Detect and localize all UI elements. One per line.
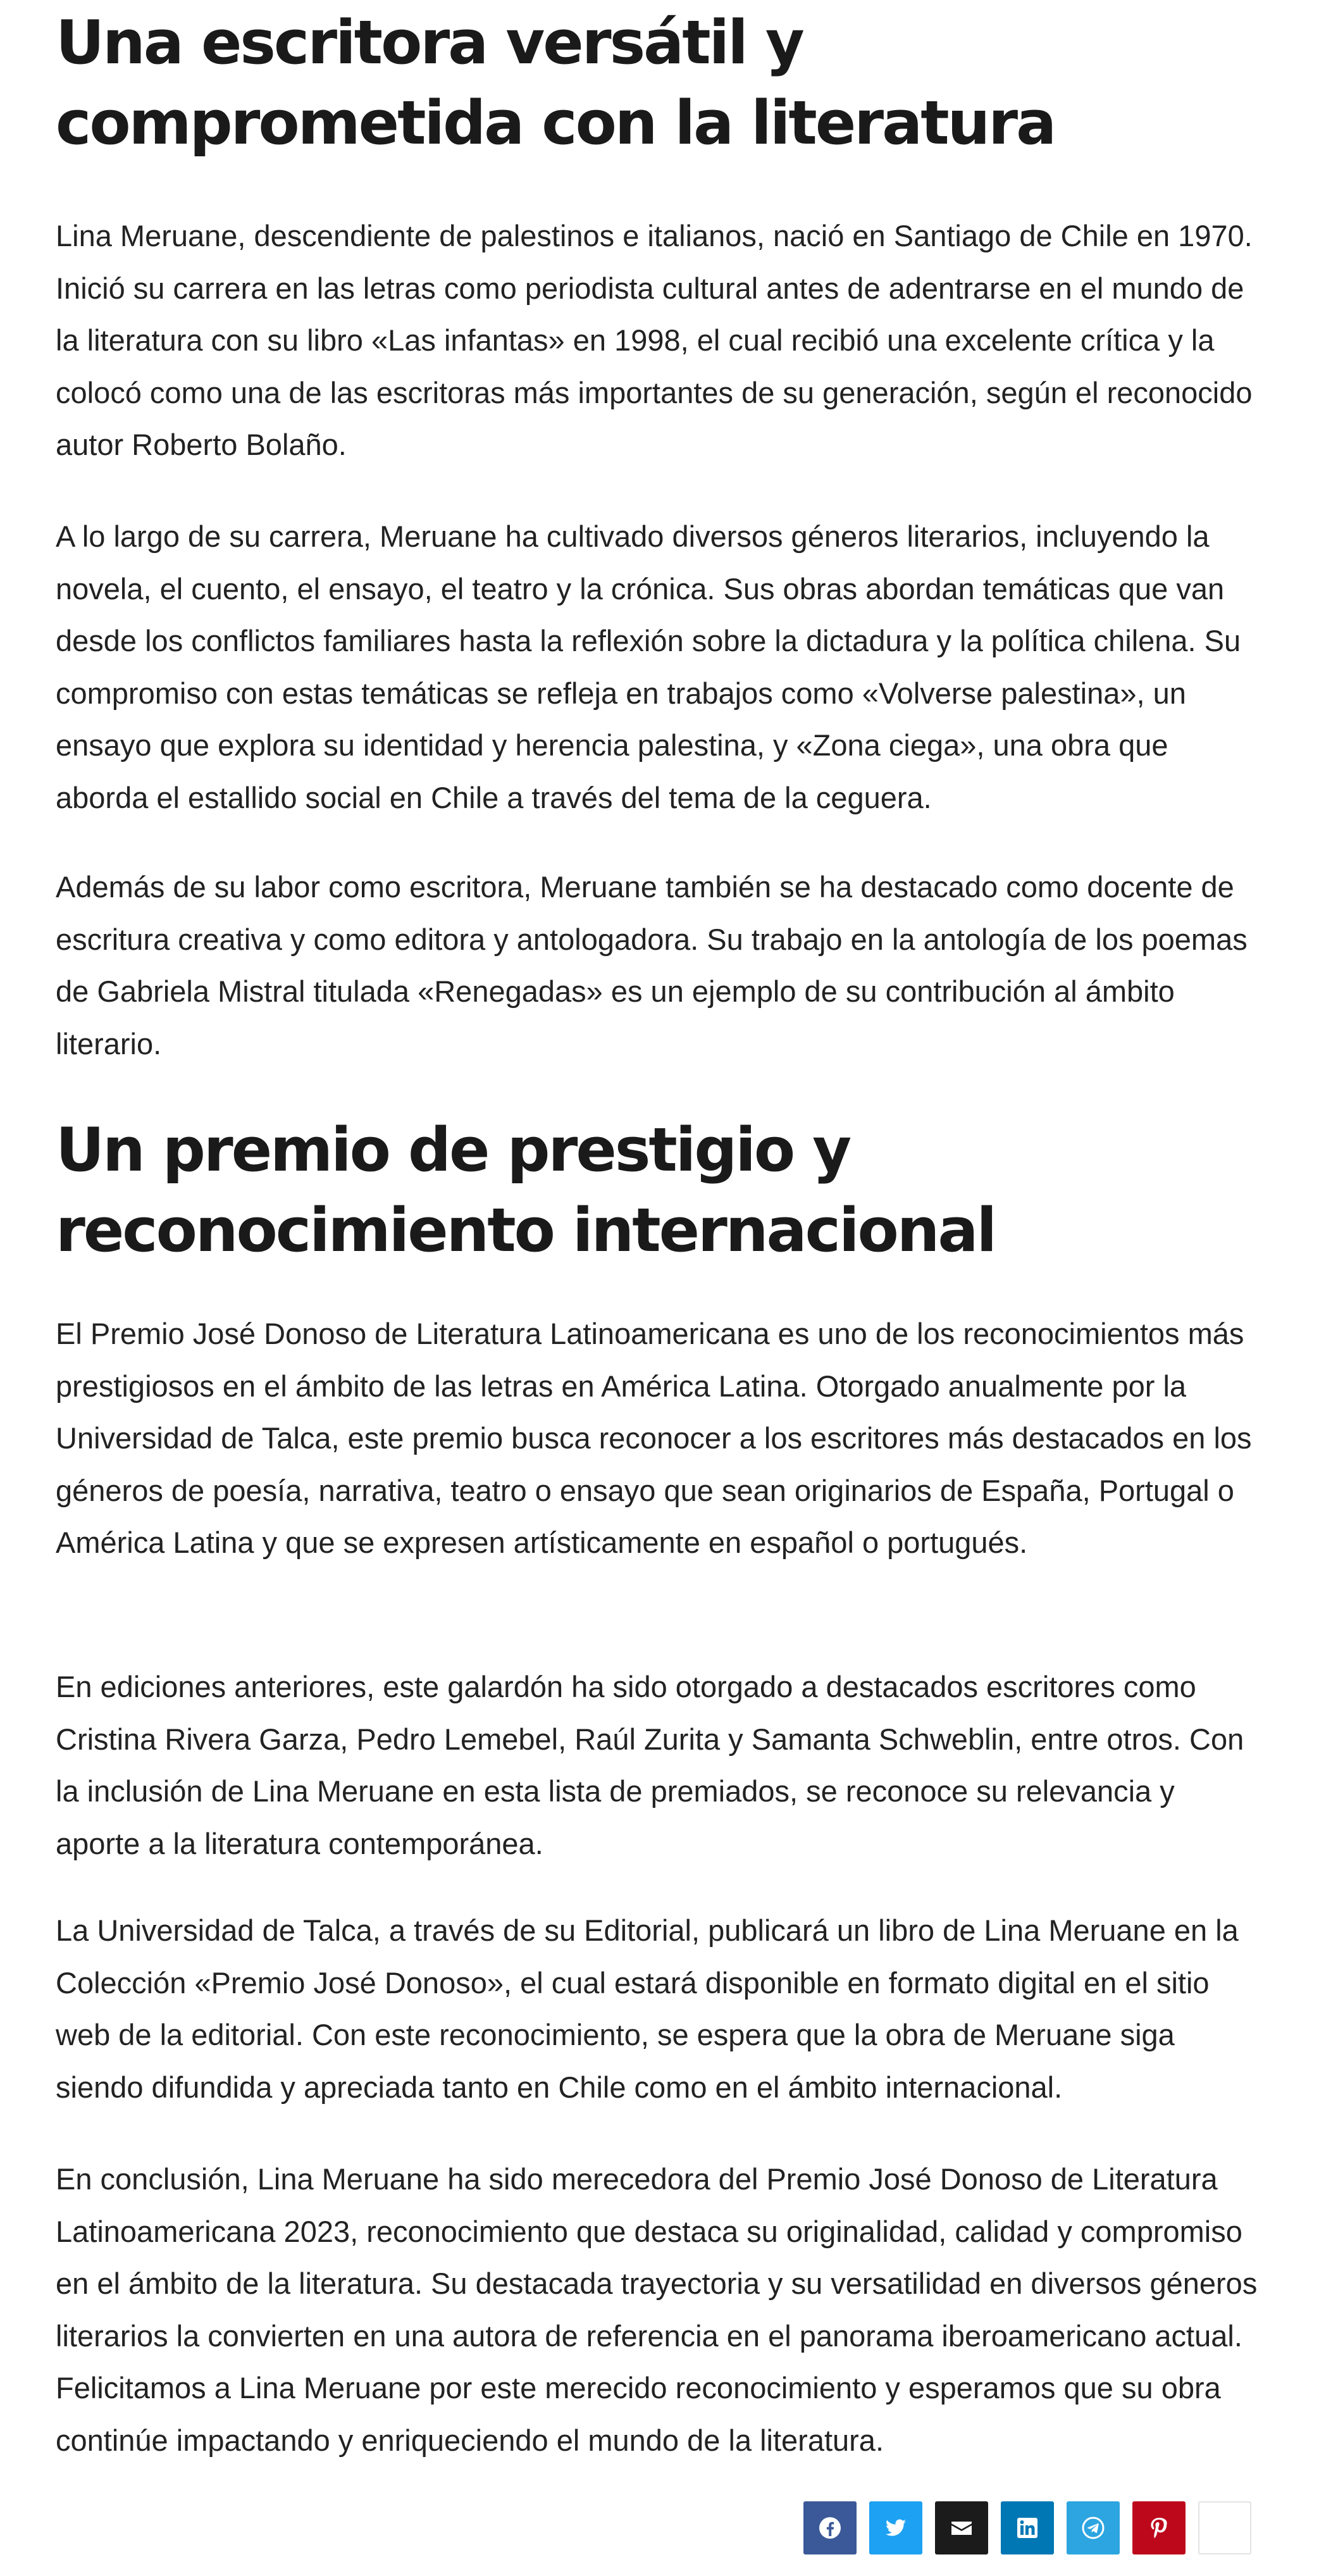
twitter-share-button[interactable]: [869, 2501, 922, 2554]
pinterest-icon: [1146, 2515, 1172, 2541]
section-heading: Una escritora versátil y comprometida con la literatura: [56, 8, 1055, 158]
email-share-button[interactable]: [935, 2501, 988, 2554]
twitter-icon: [883, 2515, 908, 2541]
share-bar: [803, 2501, 1251, 2554]
paragraph: Además de su labor como escritora, Meruane también se ha destacado como docente de escritura creativa y como editora y antologadora. Su trabajo en la antología de los poemas de Gabriela Mistral titulada «Renegadas» es un ejemplo de su contribución al ámbito literario.: [56, 870, 1248, 1061]
telegram-share-button[interactable]: [1067, 2501, 1120, 2554]
pinterest-share-button[interactable]: [1132, 2501, 1186, 2554]
paragraph: El Premio José Donoso de Literatura Latinoamericana es uno de los reconocimientos más prestigiosos en el ámbito de las letras en América Latina. Otorgado anualmente por la Universidad de Talca, este premio busca reconocer a los escritores más destacados en los géneros de poesía, narrativa, teatro o ensayo que sean originarios de España, Portugal o América Latina y que se expresen artísticamente en español o portugués.: [56, 1317, 1252, 1559]
paragraph: La Universidad de Talca, a través de su Editorial, publicará un libro de Lina Meruane en la Colección «Premio José Donoso», el cual estará disponible en formato digital en el sitio web de la editorial. Con este reconocimiento, se espera que la obra de Meruane siga siendo difundida y apreciada tanto en Chile como en el ámbito internacional.: [56, 1913, 1239, 2104]
facebook-icon: [817, 2515, 843, 2541]
linkedin-share-button[interactable]: [1001, 2501, 1054, 2554]
telegram-icon: [1081, 2515, 1106, 2541]
paragraph: En conclusión, Lina Meruane ha sido merecedora del Premio José Donoso de Literatura Latinoamericana 2023, reconocimiento que destaca su originalidad, calidad y compromiso en el ámbito de la literatura. Su destacada trayectoria y su versatilidad en diversos géneros literarios la convierten en una autora de referencia en el panorama iberoamericano actual. Felicitamos a Lina Meruane por este merecido reconocimiento y esperamos que su obra continúe impactando y enriqueciendo el mundo de la literatura.: [56, 2162, 1258, 2457]
section-heading: Un premio de prestigio y reconocimiento internacional: [56, 1116, 996, 1266]
paragraph: Lina Meruane, descendiente de palestinos e italianos, nació en Santiago de Chile en 1970. Inició su carrera en las letras como periodista cultural antes de adentrarse en el mundo de la literatura con su libro «Las infantas» en 1998, el cual recibió una excelente crítica y la colocó como una de las escritoras más importantes de su generación, según el reconocido autor Roberto Bolaño.: [56, 219, 1253, 461]
paragraph: A lo largo de su carrera, Meruane ha cultivado diversos géneros literarios, incluyendo la novela, el cuento, el ensayo, el teatro y la crónica. Sus obras abordan temáticas que van desde los conflictos familiares hasta la reflexión sobre la dictadura y la política chilena. Su compromiso con estas temáticas se refleja en trabajos como «Volverse palestina», un ensayo que explora su identidad y herencia palestina, y «Zona ciega», una obra que aborda el estallido social en Chile a través del tema de la ceguera.: [56, 520, 1241, 814]
more-share-button[interactable]: [1198, 2501, 1251, 2554]
email-icon: [949, 2515, 974, 2541]
linkedin-icon: [1015, 2515, 1040, 2541]
facebook-share-button[interactable]: [803, 2501, 857, 2554]
paragraph: En ediciones anteriores, este galardón ha sido otorgado a destacados escritores como Cristina Rivera Garza, Pedro Lemebel, Raúl Zurita y Samanta Schweblin, entre otros. Con la inclusión de Lina Meruane en esta lista de premiados, se reconoce su relevancia y aporte a la literatura contemporánea.: [56, 1670, 1244, 1860]
